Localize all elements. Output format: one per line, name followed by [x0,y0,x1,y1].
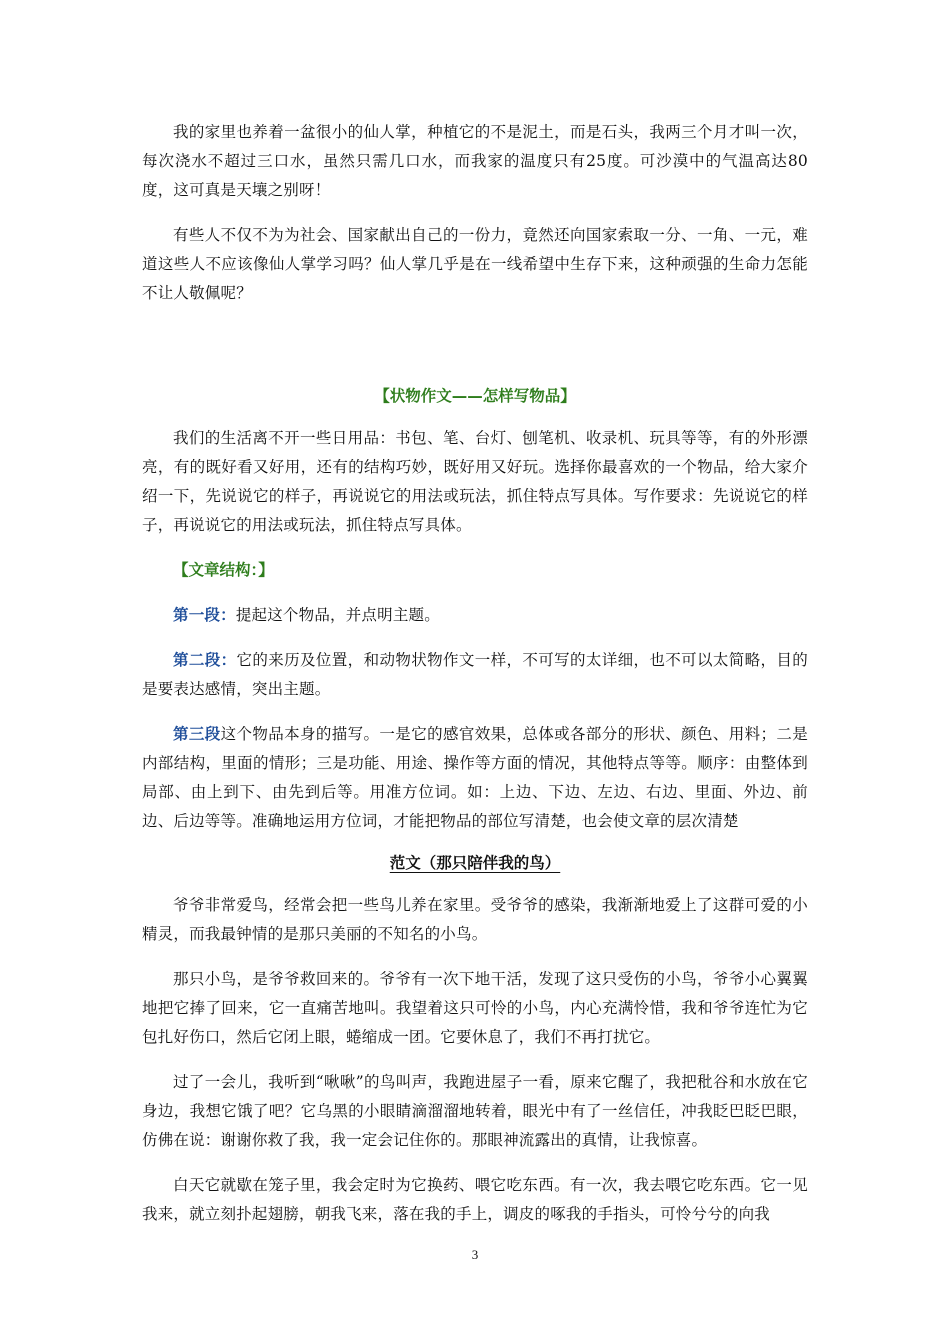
page-number: 3 [471,1247,479,1262]
sample-essay-title: 范文（那只陪伴我的鸟） [389,854,561,872]
paragraph-cactus-home: 我的家里也养着一盆很小的仙人掌，种植它的不是泥土，而是石头，我两三个月才叫一次，每次浇水不超过三口水，虽然只需几口水，而我家的温度只有25度。可沙漠中的气温高达80度，这可真是天壤之别呀！ [142,123,808,199]
structure-label-3: 第三段 [173,725,221,743]
sample-paragraph-3: 过了一会儿，我听到“啾啾”的鸟叫声，我跑进屋子一看，原来它醒了，我把秕谷和水放在它身边，我想它饿了吧？它乌黑的小眼睛滴溜溜地转着，眼光中有了一丝信任，冲我眨巴眨巴眼，仿佛在说：谢谢你救了我，我一定会记住你的。那眼神流露出的真情，让我惊喜。 [142,1073,808,1149]
document-page [142,118,808,1229]
sample-paragraph-2: 那只小鸟，是爷爷救回来的。爷爷有一次下地干活，发现了这只受伤的小鸟，爷爷小心翼翼地把它捧了回来，它一直痛苦地叫。我望着这只可怜的小鸟，内心充满怜惜，我和爷爷连忙为它包扎好伤口，然后它闭上眼，蜷缩成一团。它要休息了，我们不再打扰它。 [142,970,808,1046]
sample-paragraph-1: 爷爷非常爱鸟，经常会把一些鸟儿养在家里。受爷爷的感染，我渐渐地爱上了这群可爱的小精灵，而我最钟情的是那只美丽的不知名的小鸟。 [142,896,808,943]
structure-text-3: 这个物品本身的描写。一是它的感官效果，总体或各部分的形状、颜色、用料；二是内部结构，里面的情形；三是功能、用途、操作等方面的情况，其他特点等等。顺序：由整体到局部、由上到下、由先到后等。用准方位词。如：上边、下边、左边、右边、里面、外边、前边、后边等等。准确地运用方位词，才能把物品的部位写清楚，也会使文章的层次清楚 [142,725,808,830]
paragraph-cactus-lesson: 有些人不仅不为为社会、国家献出自己的一份力，竟然还向国家索取一分、一角、一元，难道这些人不应该像仙人掌学习吗？仙人掌几乎是在一线希望中生存下来，这种顽强的生命力怎能不让人敬佩呢？ [142,226,808,302]
structure-item-3 [142,720,808,836]
structure-heading: 【文章结构：】 [173,561,274,579]
structure-item-1 [142,601,808,630]
structure-text-2: 它的来历及位置，和动物状物作文一样，不可写的太详细，也不可以太简略，目的是要表达感情，突出主题。 [142,651,809,698]
structure-item-2 [142,646,808,704]
structure-label-1: 第一段： [173,606,236,624]
structure-label-2: 第二段： [173,651,237,669]
sample-paragraph-4: 白天它就歇在笼子里，我会定时为它换药、喂它吃东西。有一次，我去喂它吃东西。它一见我来，就立刻扑起翅膀，朝我飞来，落在我的手上，调皮的啄我的手指头，可怜兮兮的向我 [142,1176,808,1223]
paragraph-intro: 我们的生活离不开一些日用品：书包、笔、台灯、刨笔机、收录机、玩具等等，有的外形漂亮，有的既好看又好用，还有的结构巧妙，既好用又好玩。选择你最喜欢的一个物品，给大家介绍一下，先说说它的样子，再说说它的用法或玩法，抓住特点写具体。写作要求：先说说它的样子，再说说它的用法或玩法，抓住特点写具体。 [142,429,808,534]
structure-text-1: 提起这个物品，并点明主题。 [235,606,440,624]
section-heading: 【状物作文——怎样写物品】 [374,387,576,405]
